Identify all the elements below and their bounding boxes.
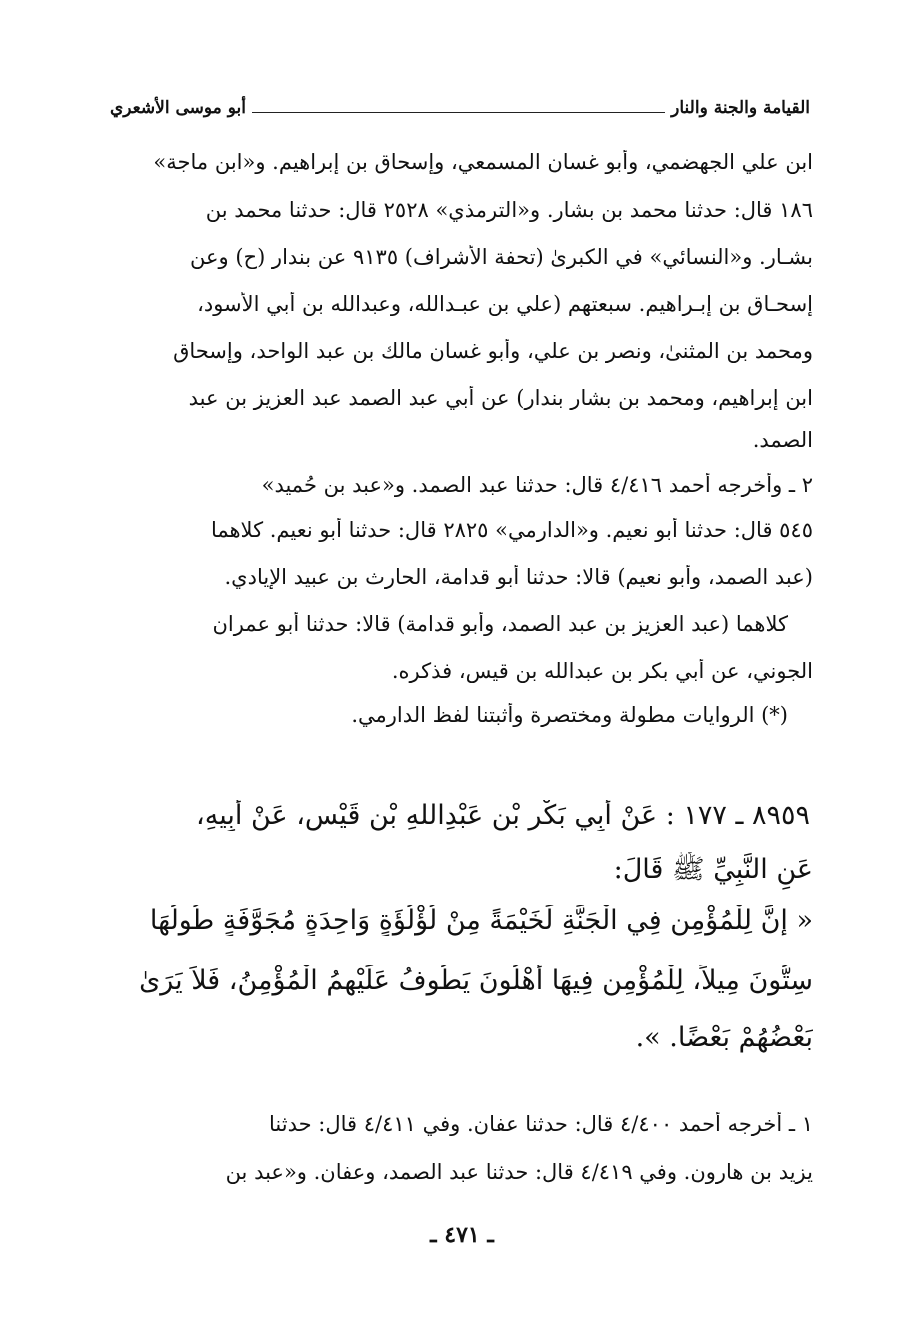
running-head-narrator: أبو موسى الأشعري bbox=[110, 98, 246, 118]
footnote-line: ٢ ـ وأخرجه أحمد ٤/٤١٦ قال: حدثنا عبد الصمد. و«عبد بن حُميد» bbox=[261, 473, 813, 497]
footnote-line: بشـار. و«النسائي» في الكبرىٰ (تحفة الأشراف) ٩١٣٥ عن بندار (ح) وعن bbox=[189, 245, 813, 269]
footnote-line: (عبد الصمد، وأبو نعيم) قالا: حدثنا أبو قدامة، الحارث بن عبيد الإيادي. bbox=[224, 565, 813, 589]
footnote-line: يزيد بن هارون. وفي ٤/٤١٩ قال: حدثنا عبد الصمد، وعفان. و«عبد بن bbox=[225, 1160, 813, 1184]
footnote-line: ابن إبراهيم، ومحمد بن بشار بندار) عن أبي عبد الصمد عبد العزيز بن عبد bbox=[188, 386, 813, 410]
hadith-line: « إِنَّ لِلْمُؤْمِنِ فِي الْجَنَّةِ لَخَيْمَةً مِنْ لُؤْلُؤَةٍ وَاحِدَةٍ مُجَوَّفَةٍ طُولُهَا bbox=[149, 905, 813, 936]
footnote-line: إسحـاق بن إبـراهيم. سبعتهم (علي بن عبـدالله، وعبدالله بن أبي الأسود، bbox=[197, 292, 813, 316]
hadith-line: ٨٩٥٩ ـ ١٧٧ : عَنْ أَبِي بَكْرِ بْنِ عَبْدِاللهِ بْنِ قَيْسٍ، عَنْ أَبِيهِ، bbox=[196, 800, 810, 831]
running-head-rule bbox=[252, 112, 665, 113]
hadith-line: سِتُّونَ مِيلاً، لِلْمُؤْمِنِ فِيهَا أَهْلُونَ يَطُوفُ عَلَيْهِمُ الْمُؤْمِنُ، فَلاَ يَرَىٰ bbox=[139, 965, 813, 996]
footnote-line: ومحمد بن المثنىٰ، ونصر بن علي، وأبو غسان مالك بن عبد الواحد، وإسحاق bbox=[173, 339, 813, 363]
footnote-line: ١٨٦ قال: حدثنا محمد بن بشار. و«الترمذي» ٢٥٢٨ قال: حدثنا محمد بن bbox=[205, 198, 813, 222]
footnote-line: كلاهما (عبد العزيز بن عبد الصمد، وأبو قدامة) قالا: حدثنا أبو عمران bbox=[212, 612, 788, 636]
page-number: ـ ٤٧١ ـ bbox=[430, 1222, 494, 1248]
footnote-note: (*) الروايات مطولة ومختصرة وأثبتنا لفظ الدارمي. bbox=[351, 703, 788, 727]
footnote-line: ابن علي الجهضمي، وأبو غسان المسمعي، وإسحاق بن إبراهيم. و«ابن ماجة» bbox=[153, 150, 813, 174]
running-head bbox=[110, 95, 810, 121]
hadith-line: بَعْضُهُمْ بَعْضًا. ». bbox=[635, 1022, 813, 1053]
footnote-line: ٥٤٥ قال: حدثنا أبو نعيم. و«الدارمي» ٢٨٢٥ قال: حدثنا أبو نعيم. كلاهما bbox=[210, 518, 813, 542]
footnote-line: الجوني، عن أبي بكر بن عبدالله بن قيس، فذكره. bbox=[391, 659, 813, 683]
hadith-line: عَنِ النَّبِيِّ ﷺ قَالَ: bbox=[613, 854, 813, 885]
footnote-line: الصمد. bbox=[752, 428, 813, 452]
running-head-chapter: القيامة والجنة والنار bbox=[671, 98, 810, 118]
footnote-line: ١ ـ أخرجه أحمد ٤/٤٠٠ قال: حدثنا عفان. وفي ٤/٤١١ قال: حدثنا bbox=[269, 1112, 813, 1136]
